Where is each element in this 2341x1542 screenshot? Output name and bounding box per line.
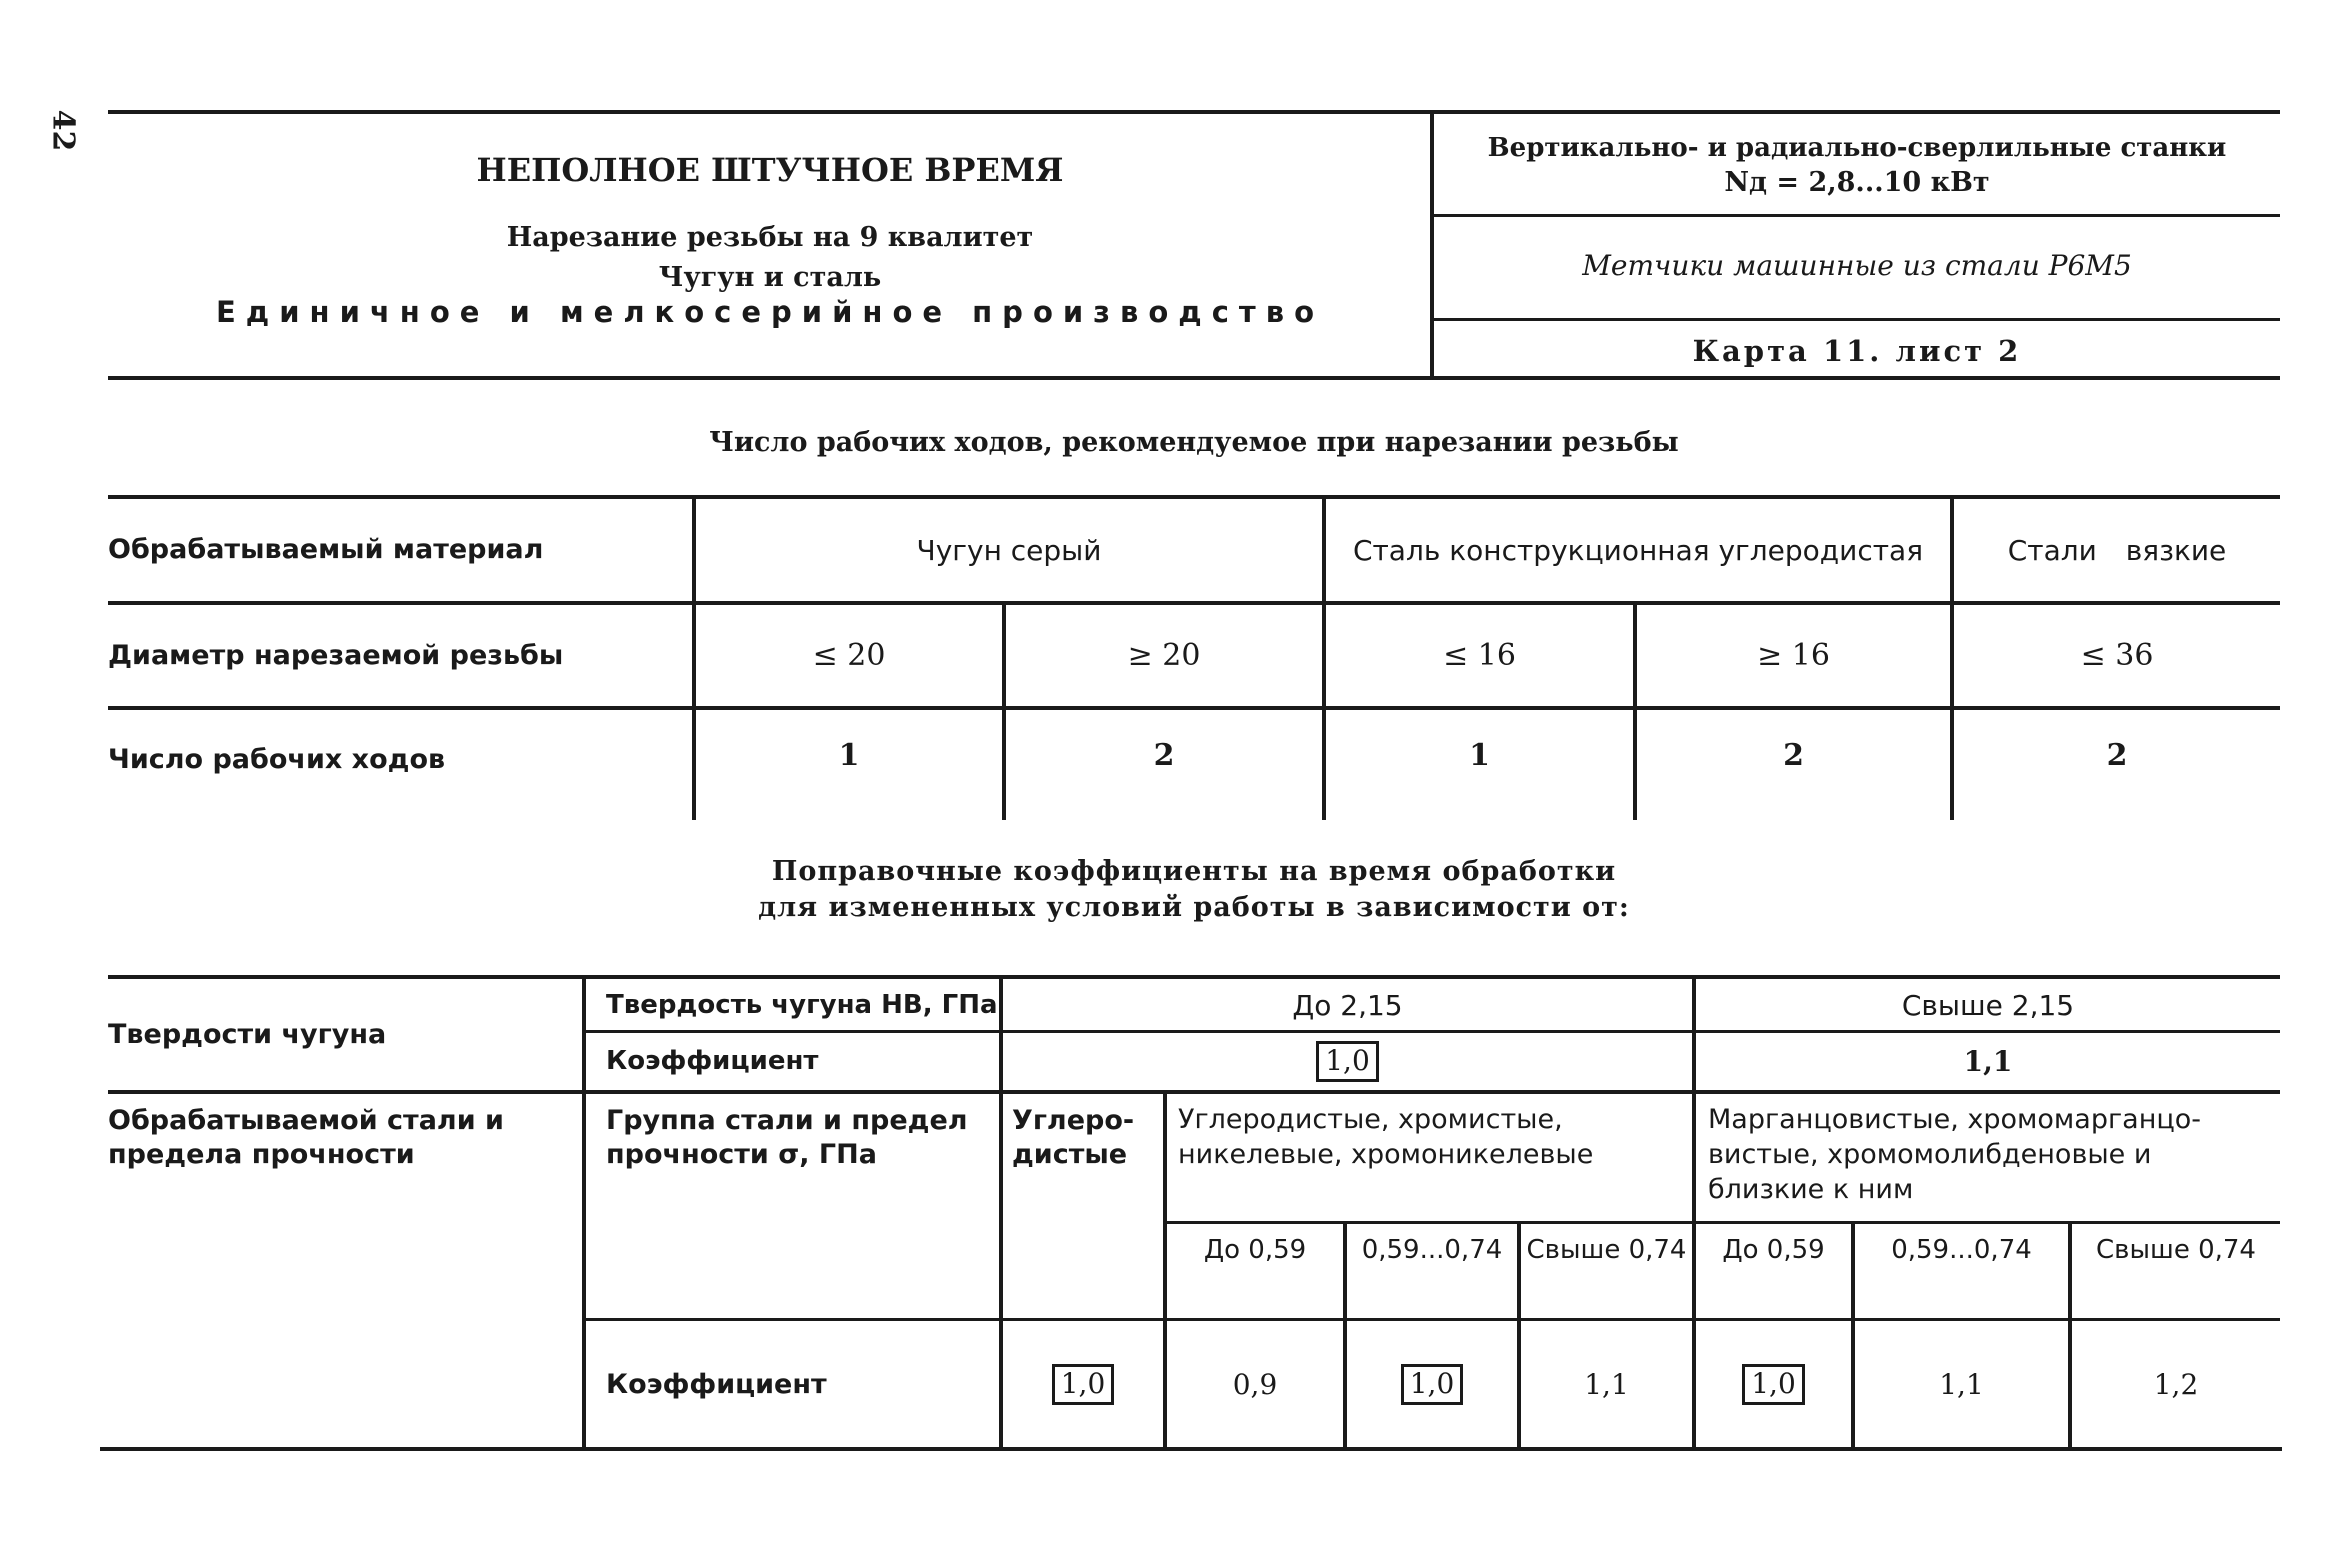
strength-range: До 0,59 [1722, 1235, 1825, 1265]
row-label-material: Обрабатываемый материал [108, 534, 544, 566]
diameter-cell: ≤ 20 [812, 637, 886, 673]
passes-count-cell: 2 [2106, 738, 2128, 774]
page-number: 42 [45, 109, 81, 151]
steel-section-label: Обрабатываемой стали и предела прочности [108, 1105, 504, 1170]
material-subtitle: Чугун и сталь [658, 262, 882, 294]
steel-group-chromium: Углеродистые, хромистые, никелевые, хромоникелевые [1178, 1104, 1594, 1171]
steel-coef-cell: 0,9 [1232, 1368, 1278, 1401]
hardness-coef-low: 1,0 [1003, 1033, 1692, 1090]
hardness-coef-high: 1,1 [1963, 1045, 2013, 1078]
coef-rule-bottom [100, 1447, 2282, 1451]
strength-range: 0,59...0,74 [1361, 1235, 1503, 1265]
strength-range: 0,59...0,74 [1891, 1235, 2032, 1265]
passes-title: Число рабочих ходов, рекомендуемое при нарезании резьбы [709, 427, 1679, 459]
material-viscous-steel: Стали вязкие [2007, 533, 2227, 567]
hardness-param-label: Твердость чугуна НВ, ГПа [606, 989, 998, 1020]
coef-title-line-1: Поправочные коэффициенты на время обработки [771, 856, 1617, 888]
passes-count-cell: 2 [1783, 738, 1804, 774]
hardness-coef-label: Коэффициент [606, 1046, 819, 1077]
hardness-section-label: Твердости чугуна [108, 1018, 387, 1050]
steel-coef-label: Коэффициент [606, 1368, 827, 1400]
steel-coef-cell: 1,0 [1696, 1322, 1851, 1447]
machine-power: Nд = 2,8...10 кВт [1724, 167, 1990, 199]
coef-rule-strength-bottom [585, 1318, 2280, 1321]
coef-rule-hardness-bottom [108, 1090, 2280, 1094]
strength-range: Свыше 0,74 [2096, 1235, 2256, 1265]
steel-group-carbon: Углеро-дистые [1012, 1105, 1135, 1170]
steel-group-label: Группа стали и предел прочности σ, ГПа [606, 1105, 968, 1170]
diameter-cell: ≤ 16 [1443, 637, 1516, 673]
diameter-cell: ≥ 16 [1757, 637, 1830, 673]
diameter-cell: ≤ 36 [2080, 637, 2154, 673]
machine-type: Вертикально- и радиально-сверлильные станки [1487, 132, 2227, 163]
row-label-diameter: Диаметр нарезаемой резьбы [108, 639, 564, 671]
strength-range: Свыше 0,74 [1526, 1235, 1687, 1265]
header-right-rule-1 [1432, 214, 2280, 217]
strength-range: До 0,59 [1203, 1235, 1307, 1265]
card-number: Карта 11. лист 2 [1692, 333, 2022, 368]
page-title: НЕПОЛНОЕ ШТУЧНОЕ ВРЕМЯ [476, 151, 1064, 189]
production-type: Единичное и мелкосерийное производство [215, 294, 1325, 329]
hardness-range-high: Свыше 2,15 [1901, 988, 2075, 1022]
coef-col-line-label [582, 975, 586, 1449]
header-right-rule-2 [1432, 318, 2280, 321]
tool-type: Метчики машинные из стали Р6М5 [1582, 248, 2132, 282]
header-top-rule [108, 110, 2280, 114]
hardness-range-low: До 2,15 [1292, 988, 1403, 1022]
passes-count-cell: 1 [1469, 738, 1490, 774]
operation-subtitle: Нарезание резьбы на 9 квалитет [506, 222, 1034, 254]
material-cast-iron: Чугун серый [916, 533, 1102, 567]
steel-group-manganese: Марганцовистые, хромомарганцо-вистые, хромомолибденовые и близкие к ним [1708, 1104, 2201, 1206]
header-bottom-rule [108, 376, 2280, 380]
steel-coef-cell: 1,0 [1003, 1322, 1163, 1447]
steel-coef-cell: 1,0 [1347, 1322, 1517, 1447]
steel-coef-cell: 1,1 [1584, 1368, 1629, 1401]
material-carbon-steel: Сталь конструкционная углеродистая [1352, 533, 1924, 567]
steel-coef-cell: 1,2 [2153, 1368, 2199, 1401]
passes-count-cell: 1 [838, 738, 860, 774]
passes-count-cell: 2 [1153, 738, 1175, 774]
coef-title-line-2: для измененных условий работы в зависимости от: [758, 892, 1630, 924]
diameter-cell: ≥ 20 [1127, 637, 1201, 673]
row-label-passes: Число рабочих ходов [108, 744, 446, 776]
steel-coef-cell: 1,1 [1939, 1368, 1984, 1401]
